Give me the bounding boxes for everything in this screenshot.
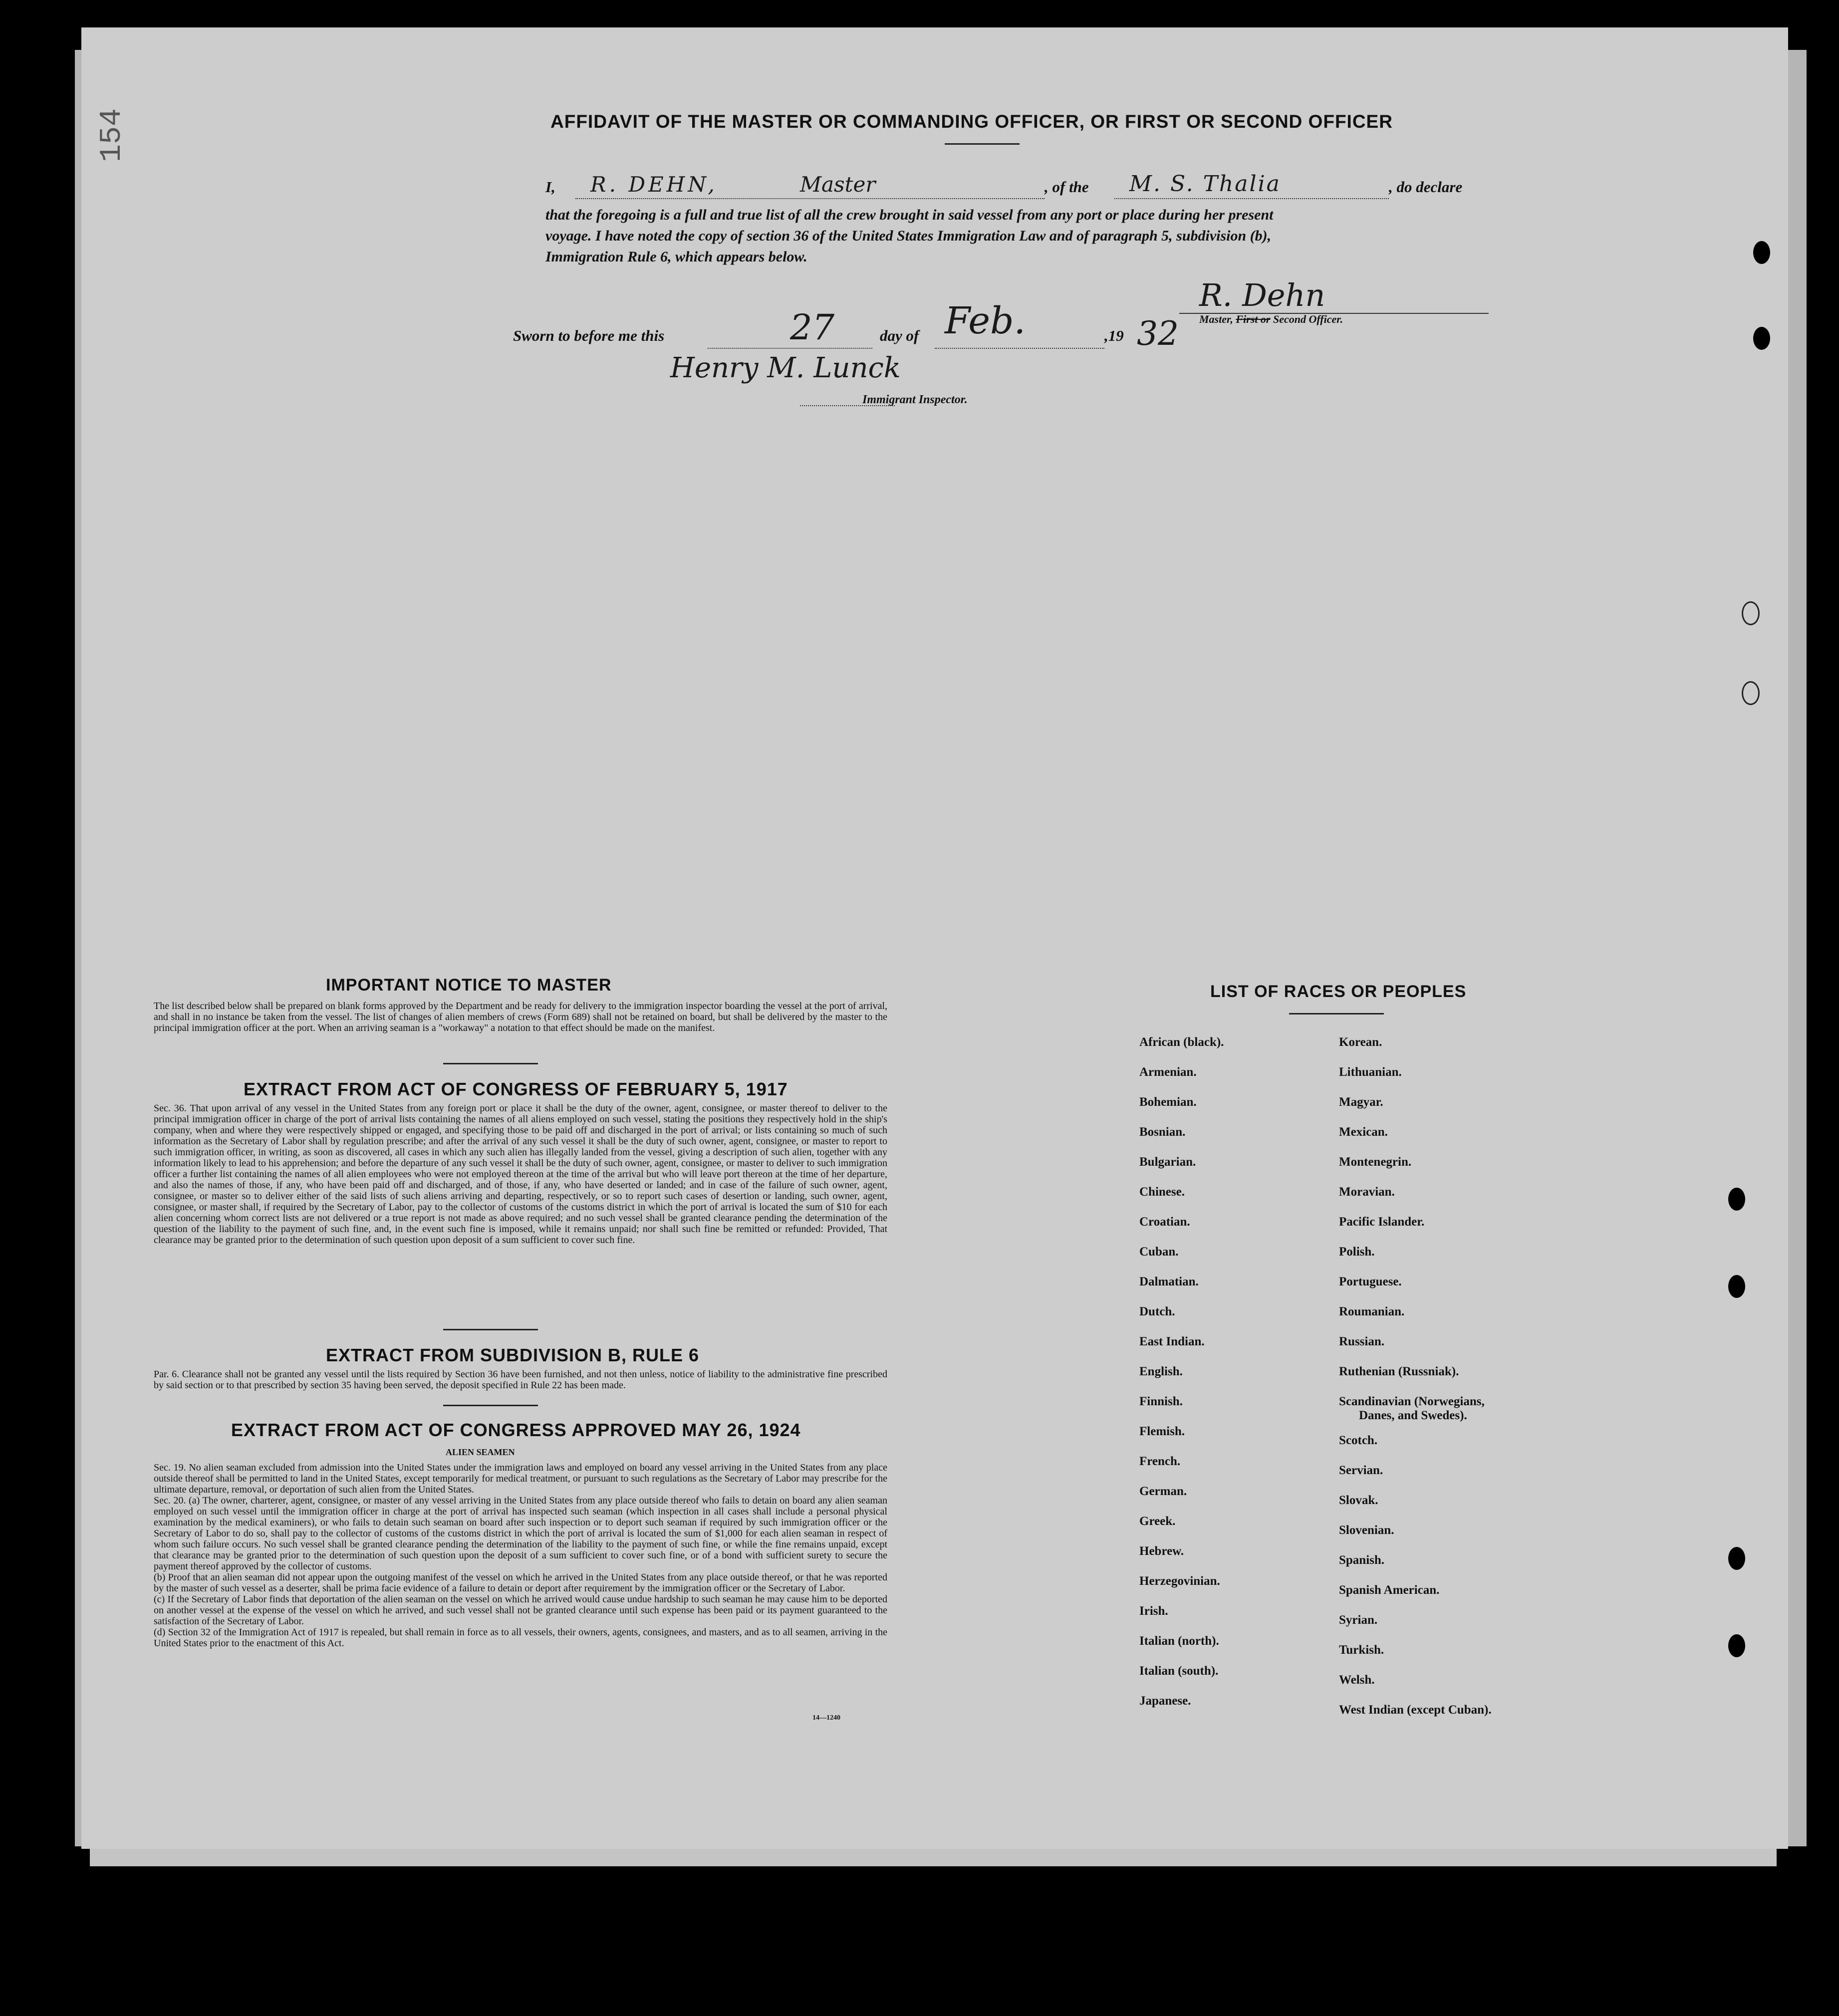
sec-20b-text: (b) Proof that an alien seaman did not appear upon the outgoing manifest of the vessel on which he arrived in the United States from any place outside thereof, or that he was reported by the master of such vessel as a deserter, shall be prima facie evidence of a failure to detain or deport after requirement by the immigration officer or the Secretary of Labor.	[154, 1572, 887, 1594]
race-item: African (black).	[1139, 1035, 1224, 1049]
race-item: German.	[1139, 1485, 1187, 1498]
extract-1924-title: EXTRACT FROM ACT OF CONGRESS APPROVED MAY 26, 1924	[231, 1420, 801, 1440]
punch-hole	[1728, 1188, 1745, 1211]
title-rule	[945, 143, 1020, 145]
race-item: Servian.	[1339, 1464, 1383, 1477]
sworn-month: Feb.	[945, 299, 1026, 342]
vessel-name: M. S. Thalia	[1129, 171, 1281, 197]
race-item: French.	[1139, 1455, 1181, 1468]
race-item: Bulgarian.	[1139, 1155, 1196, 1169]
race-item: West Indian (except Cuban).	[1339, 1703, 1492, 1717]
caption-second: Second Officer.	[1273, 313, 1343, 325]
races-title: LIST OF RACES OR PEOPLES	[1210, 982, 1467, 1001]
race-item-continuation: Danes, and Swedes).	[1359, 1409, 1467, 1422]
race-item: Welsh.	[1339, 1673, 1375, 1687]
race-item: Magyar.	[1339, 1095, 1383, 1109]
race-item: Scandinavian (Norwegians,	[1339, 1395, 1485, 1408]
race-item: Greek.	[1139, 1514, 1176, 1528]
master-rank: Master	[800, 172, 876, 197]
race-item: Dalmatian.	[1139, 1275, 1199, 1288]
extract-rule6-rule	[443, 1405, 538, 1406]
race-item: Bohemian.	[1139, 1095, 1197, 1109]
race-item: Cuban.	[1139, 1245, 1179, 1259]
sec-20d-text: (d) Section 32 of the Immigration Act of 1917 is repealed, but shall remain in force as to all vessels, their owners, agents, consignees, and masters, and as to all seamen, arriving in the United States prior to the enactment of this Act.	[154, 1627, 887, 1649]
signature-caption	[1199, 313, 1343, 326]
page-number-stamp: 154	[95, 108, 129, 162]
sec-19-text: Sec. 19. No alien seaman excluded from admission into the United States under the immigration laws and employed on board any vessel arriving in the United States from any place outside thereof shall be permitted to land in the United States, except temporarily for medical treatment, or pursuant to such regulations as the Secretary of Labor may prescribe for the ultimate departure, removal, or deportation of such alien from the United States.	[154, 1462, 887, 1495]
race-item: Mexican.	[1339, 1125, 1388, 1139]
punch-hole-ring	[1742, 681, 1760, 705]
punch-hole	[1728, 1634, 1745, 1657]
sec-20c-text: (c) If the Secretary of Labor finds that deportation of the alien seaman on the vessel on which he arrived would cause undue hardship to such seaman he may cause him to be deported on another vessel at the expense of the vessel on which he arrived, and such vessel shall not be granted clearance until such expense has been paid or its payment guaranteed to the satisfaction of the Secretary of Labor.	[154, 1594, 887, 1627]
notice-title: IMPORTANT NOTICE TO MASTER	[326, 976, 612, 995]
punch-hole	[1728, 1547, 1745, 1570]
caption-master: Master,	[1199, 313, 1233, 325]
race-item: Moravian.	[1339, 1185, 1395, 1199]
extract-rule6-title: EXTRACT FROM SUBDIVISION B, RULE 6	[326, 1345, 700, 1365]
affidavit-line-2: voyage. I have noted the copy of section 36 of the United States Immigration Law and of paragraph 5, subdivision (b),	[545, 228, 1272, 244]
affidavit-line-3: Immigration Rule 6, which appears below.	[545, 249, 807, 265]
race-item: Ruthenian (Russniak).	[1339, 1365, 1459, 1378]
race-item: Lithuanian.	[1339, 1065, 1402, 1079]
vessel-blank	[1114, 197, 1389, 199]
affidavit-statement	[545, 205, 1494, 267]
race-item: Pacific Islander.	[1339, 1215, 1425, 1229]
sworn-year: 32	[1137, 314, 1179, 353]
month-blank	[935, 347, 1104, 349]
race-item: Syrian.	[1339, 1613, 1378, 1627]
affidavit-i-label: I,	[545, 178, 555, 196]
notice-rule	[443, 1063, 538, 1064]
extract-1917-title: EXTRACT FROM ACT OF CONGRESS OF FEBRUARY 5, 1917	[244, 1079, 788, 1099]
extract-rule6-text: Par. 6. Clearance shall not be granted any vessel until the lists required by Section 36 have been furnished, and not then unless, notice of liability to the administrative fine prescribed by said section or to that prescribed by section 35 having been served, the deposit specified in Rule 22 has been made.	[154, 1369, 887, 1391]
form-number: 14—1240	[812, 1714, 840, 1722]
affidavit-line-1: that the foregoing is a full and true list of all the crew brought in said vessel from any port or place during her present	[545, 207, 1274, 223]
punch-hole	[1753, 241, 1770, 264]
day-of-label: day of	[880, 327, 919, 344]
inspector-signature: Henry M. Lunck	[670, 352, 901, 384]
year-prefix: ,19	[1104, 327, 1124, 344]
race-item: East Indian.	[1139, 1335, 1205, 1348]
race-item: Portuguese.	[1339, 1275, 1402, 1288]
extract-1917-text: Sec. 36. That upon arrival of any vessel in the United States from any foreign port or place it shall be the duty of the owner, agent, consignee, or master thereof to deliver to the principal immigration officer in charge of the port of arrival lists containing the names of all aliens employed on such vessel, stating the positions they respectively hold in the ship's company, when and where they were respectively shipped or engaged, and specifying those to be paid off and discharged in the port of arrival; or lists containing so much of such information as the Secretary of Labor shall by regulation prescribe; and after the arrival of any such vessel it shall be the duty of such owner, agent, consignee, or master to report to such immigration officer, in writing, as soon as discovered, all cases in which any such alien has illegally landed from the vessel, giving a description of such alien, together with any information likely to lead to his apprehension; and before the departure of any such vessel it shall be the duty of such owner, agent, consignee, or master to deliver to such immigration officer a further list containing the names of all alien employees who were not employed thereon at the time of the arrival but who will leave port thereon at the time of her departure, and also the names of those, if any, who have been paid off and discharged, and of those, if any, who have deserted or landed; and in case of the failure of such owner, agent, consignee, or master so to deliver either of the said lists of such aliens arriving and departing, respectively, or so to report such cases of desertion or landing, such owner, agent, consignee, or master shall, if required by the Secretary of Labor, pay to the collector of customs of the customs district in which the port of arrival is located the sum of $10 for each alien concerning whom correct lists are not delivered or a true report is not made as above required; and no such vessel shall be granted clearance pending the determination of the question of the liability to the payment of such fine, and, in the event such fine is imposed, while it remains unpaid; nor shall such fine be remitted or refunded: Provided, That clearance may be granted prior to the determination of such question upon deposit of a sum sufficient to cover such fine.	[154, 1103, 887, 1246]
race-item: Slovak.	[1339, 1494, 1378, 1507]
day-blank	[708, 347, 872, 349]
declare-label: , do declare	[1389, 178, 1463, 196]
extract-1924-body	[154, 1462, 887, 1649]
race-item: Montenegrin.	[1339, 1155, 1412, 1169]
race-item: Dutch.	[1139, 1305, 1175, 1318]
race-item: Polish.	[1339, 1245, 1375, 1259]
punch-hole	[1753, 327, 1770, 350]
race-item: Spanish.	[1339, 1553, 1385, 1567]
race-item: Italian (south).	[1139, 1664, 1219, 1678]
sec-20a-text: Sec. 20. (a) The owner, charterer, agent, consignee, or master of any vessel arriving in the United States from any place outside thereof who fails to detain on board any alien seaman employed on such vessel until the immigration officer in charge at the port of arrival has inspected such seaman (which inspection in all cases shall include a personal physical examination by the medical examiners), or who fails to detain such seaman on board after such inspection or to deport such seaman if required by such immigration officer or the Secretary of Labor to do so, shall pay to the collector of customs of the customs district in which the port of arrival is located the sum of $1,000 for each alien seaman in respect of whom such failure occurs. No such vessel shall be granted clearance pending the determination of the liability to the payment of such fine, or while the fine remains unpaid, except that clearance may be granted prior to the determination of such question upon the deposit of a sum sufficient to cover such fine, or of a bond with sufficient surety to secure the payment thereof approved by the collector of customs.	[154, 1495, 887, 1572]
race-item: English.	[1139, 1365, 1183, 1378]
race-item: Irish.	[1139, 1604, 1168, 1618]
master-name: R. DEHN,	[590, 172, 718, 197]
race-item: Slovenian.	[1339, 1523, 1394, 1537]
race-item: Scotch.	[1339, 1434, 1378, 1447]
sworn-label: Sworn to before me this	[513, 327, 665, 344]
race-item: Flemish.	[1139, 1425, 1185, 1438]
affidavit-title: AFFIDAVIT OF THE MASTER OR COMMANDING OFFICER, OR FIRST OR SECOND OFFICER	[550, 111, 1393, 132]
race-item: Russian.	[1339, 1335, 1385, 1348]
race-item: Hebrew.	[1139, 1544, 1184, 1558]
race-item: Turkish.	[1339, 1643, 1384, 1657]
master-signature: R. Dehn	[1199, 277, 1325, 313]
inspector-caption: Immigrant Inspector.	[862, 393, 968, 406]
race-item: Herzegovinian.	[1139, 1574, 1220, 1588]
race-item: Armenian.	[1139, 1065, 1197, 1079]
of-the-label: , of the	[1045, 178, 1089, 196]
race-item: Spanish American.	[1339, 1583, 1440, 1597]
punch-hole-ring	[1742, 601, 1760, 625]
caption-struck: First or	[1236, 313, 1271, 325]
races-rule	[1289, 1013, 1384, 1014]
race-item: Italian (north).	[1139, 1634, 1219, 1648]
race-item: Korean.	[1339, 1035, 1382, 1049]
race-item: Croatian.	[1139, 1215, 1190, 1229]
race-item: Roumanian.	[1339, 1305, 1405, 1318]
name-blank	[575, 197, 1045, 199]
sworn-day: 27	[790, 307, 835, 348]
punch-hole	[1728, 1275, 1745, 1298]
race-item: Chinese.	[1139, 1185, 1185, 1199]
race-item: Finnish.	[1139, 1395, 1183, 1408]
notice-text: The list described below shall be prepared on blank forms approved by the Department and be ready for delivery to the immigration inspector boarding the vessel at the port of arrival, and shall in no instance be taken from the vessel. The list of changes of alien members of crews (Form 689) shall not be retained on board, but shall be delivered by the master to the principal immigration officer at the port. When an arriving seaman is a "workaway" a notation to that effect should be made on the manifest.	[154, 1001, 887, 1033]
race-item: Bosnian.	[1139, 1125, 1186, 1139]
race-item: Japanese.	[1139, 1694, 1191, 1708]
alien-seamen-subtitle: ALIEN SEAMEN	[446, 1447, 515, 1457]
extract-1917-rule	[443, 1329, 538, 1330]
manifest-page	[81, 27, 1788, 1849]
